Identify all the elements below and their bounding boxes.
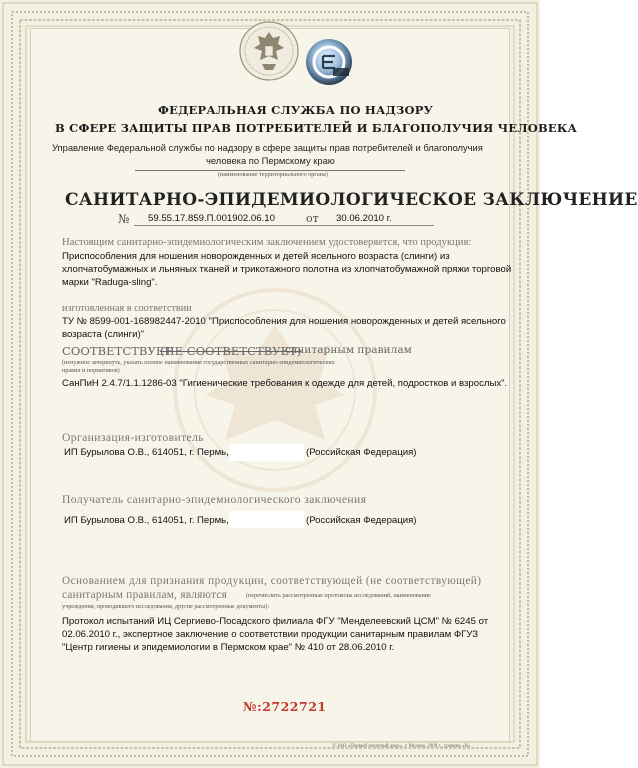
hologram-sticker-icon <box>305 38 353 86</box>
printer-imprint: © ЗАО «Первый печатный двор», г. Москва, 2009 г., уровень «В» <box>332 744 471 749</box>
basis-note-line2: учреждения, проводившего исследования, другие рассмотренные документы): <box>62 603 270 610</box>
coat-of-arms-emblem <box>238 20 300 82</box>
agency-title-line1: ФЕДЕРАЛЬНАЯ СЛУЖБА ПО НАДЗОРУ <box>158 103 434 117</box>
document-title: САНИТАРНО-ЭПИДЕМИОЛОГИЧЕСКОЕ ЗАКЛЮЧЕНИЕ <box>65 190 638 210</box>
certifies-label: Настоящим санитарно-эпидемиологическим заключением удостоверяется, что продукция: <box>62 237 472 248</box>
complies-label: СООТВЕТСТВУЕТ <box>62 344 173 358</box>
basis-line1: Основанием для признания продукции, соответствующей (не соответствующей) <box>62 575 482 587</box>
agency-title-line2: В СФЕРЕ ЗАЩИТЫ ПРАВ ПОТРЕБИТЕЛЕЙ И БЛАГОПОЛУЧИЯ ЧЕЛОВЕКА <box>55 121 578 135</box>
redacted-address <box>229 511 304 528</box>
basis-text-line1: Протокол испытаний ИЦ Сергиево-Посадского филиала ФГУ "Менделеевский ЦСМ" № 6245 от <box>62 616 489 627</box>
manufactured-label: изготовленная в соответствии <box>62 303 192 314</box>
product-line1: Приспособления для ношения новорожденных и детей ясельного возраста (слинги) из <box>62 251 450 262</box>
serial-number: №:2722721 <box>243 699 327 714</box>
recipient-label: Получатель санитарно-эпидемиологического заключения <box>62 493 367 506</box>
redacted-address <box>229 444 304 461</box>
basis-text-line2: 02.06.2010 г., экспертное заключение о соответствии продукции санитарным правилам ФГУЗ <box>62 629 479 640</box>
certificate-number: 59.55.17.859.П.001902.06.10 <box>148 213 275 224</box>
number-label: № <box>118 212 130 226</box>
department-name-line2: человека по Пермскому краю <box>206 155 335 166</box>
manufacturer-name: ИП Бурылова О.В., 614051, г. Пермь, <box>64 447 229 458</box>
basis-note-line1: (перечислить рассмотренные протоколы исследований, наименование <box>246 592 431 599</box>
technical-spec-line2: возраста (слинги)" <box>62 329 145 340</box>
date-from-label: от <box>306 212 319 225</box>
recipient-name: ИП Бурылова О.В., 614051, г. Пермь, <box>64 515 229 526</box>
conformity-note-line1: (ненужное зачеркнуть, указать полное наименование государственных санитарно-эпидемиологических <box>62 359 335 366</box>
technical-spec-line1: ТУ № 8599-001-168982447-2010 "Приспособления для ношения новорожденных и детей ясельного <box>62 316 506 327</box>
not-complies-label: (НЕ СООТВЕТСТВУЕТ) <box>160 344 302 358</box>
recipient-country: (Российская Федерация) <box>306 515 417 526</box>
basis-line2: санитарным правилам, являются <box>62 589 228 601</box>
product-line2: хлопчатобумажных и льняных тканей и трикотажного полотна из хлопчатобумажной пряжи торговой <box>62 264 512 275</box>
department-caption-text: (наименование территориального органа) <box>218 171 328 178</box>
sanitary-norm: СанПиН 2.4.7/1.1.1286-03 "Гигиенические требования к одежде для детей, подростков и взрослых". <box>62 378 508 389</box>
certificate-date: 30.06.2010 г. <box>336 213 392 224</box>
product-line3: марки "Raduga-sling". <box>62 277 158 288</box>
department-name-line1: Управление Федеральной службы по надзору в сфере защиты прав потребителей и благополучия <box>52 142 483 153</box>
number-underline <box>134 225 434 226</box>
sanitary-rules-label: санитарным правилам <box>285 344 412 356</box>
basis-text-line3: "Центр гигиены и эпидемиологии в Пермском крае" № 410 от 28.06.2010 г. <box>62 642 395 653</box>
conformity-note-line2: правил и нормативов) <box>62 367 120 374</box>
manufacturer-country: (Российская Федерация) <box>306 447 417 458</box>
manufacturer-label: Организация-изготовитель <box>62 431 204 444</box>
